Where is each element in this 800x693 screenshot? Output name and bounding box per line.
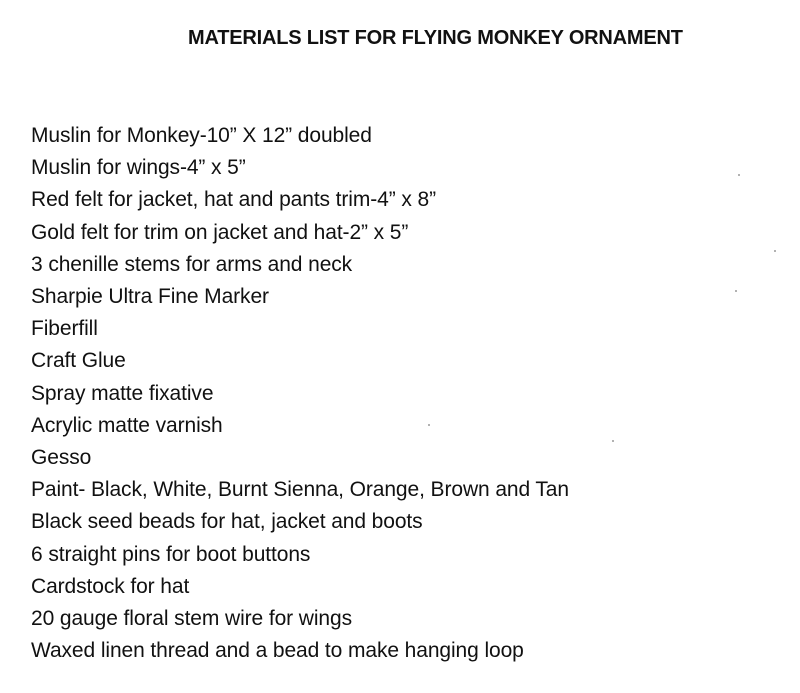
list-item: Craft Glue xyxy=(31,349,126,373)
list-item: Waxed linen thread and a bead to make hanging loop xyxy=(31,639,524,663)
list-item: Muslin for Monkey-10” X 12” doubled xyxy=(31,124,372,147)
list-item: Sharpie Ultra Fine Marker xyxy=(31,285,269,309)
document-title: MATERIALS LIST FOR FLYING MONKEY ORNAMENT xyxy=(188,27,683,49)
materials-list xyxy=(31,120,569,667)
list-item: 3 chenille stems for arms and neck xyxy=(31,252,353,276)
list-item: Red felt for jacket, hat and pants trim-4” x 8” xyxy=(31,188,436,212)
list-item: Fiberfill xyxy=(31,317,98,341)
scan-speck xyxy=(428,424,430,426)
list-item: Muslin for wings-4” x 5” xyxy=(31,156,246,180)
scan-speck xyxy=(738,174,740,176)
list-item: Black seed beads for hat, jacket and boots xyxy=(31,510,423,534)
list-item: 6 straight pins for boot buttons xyxy=(31,542,311,566)
list-item: Paint- Black, White, Burnt Sienna, Orange, Brown and Tan xyxy=(31,478,569,502)
scan-speck xyxy=(612,440,614,442)
list-item: Gesso xyxy=(31,446,92,470)
list-item: 20 gauge floral stem wire for wings xyxy=(31,607,352,631)
list-item: Acrylic matte varnish xyxy=(31,413,223,437)
list-item: Gold felt for trim on jacket and hat-2” x 5” xyxy=(31,220,409,244)
scan-speck xyxy=(735,290,737,292)
list-item: Spray matte fixative xyxy=(31,381,214,405)
scan-speck xyxy=(774,250,776,252)
list-item: Cardstock for hat xyxy=(31,574,190,598)
